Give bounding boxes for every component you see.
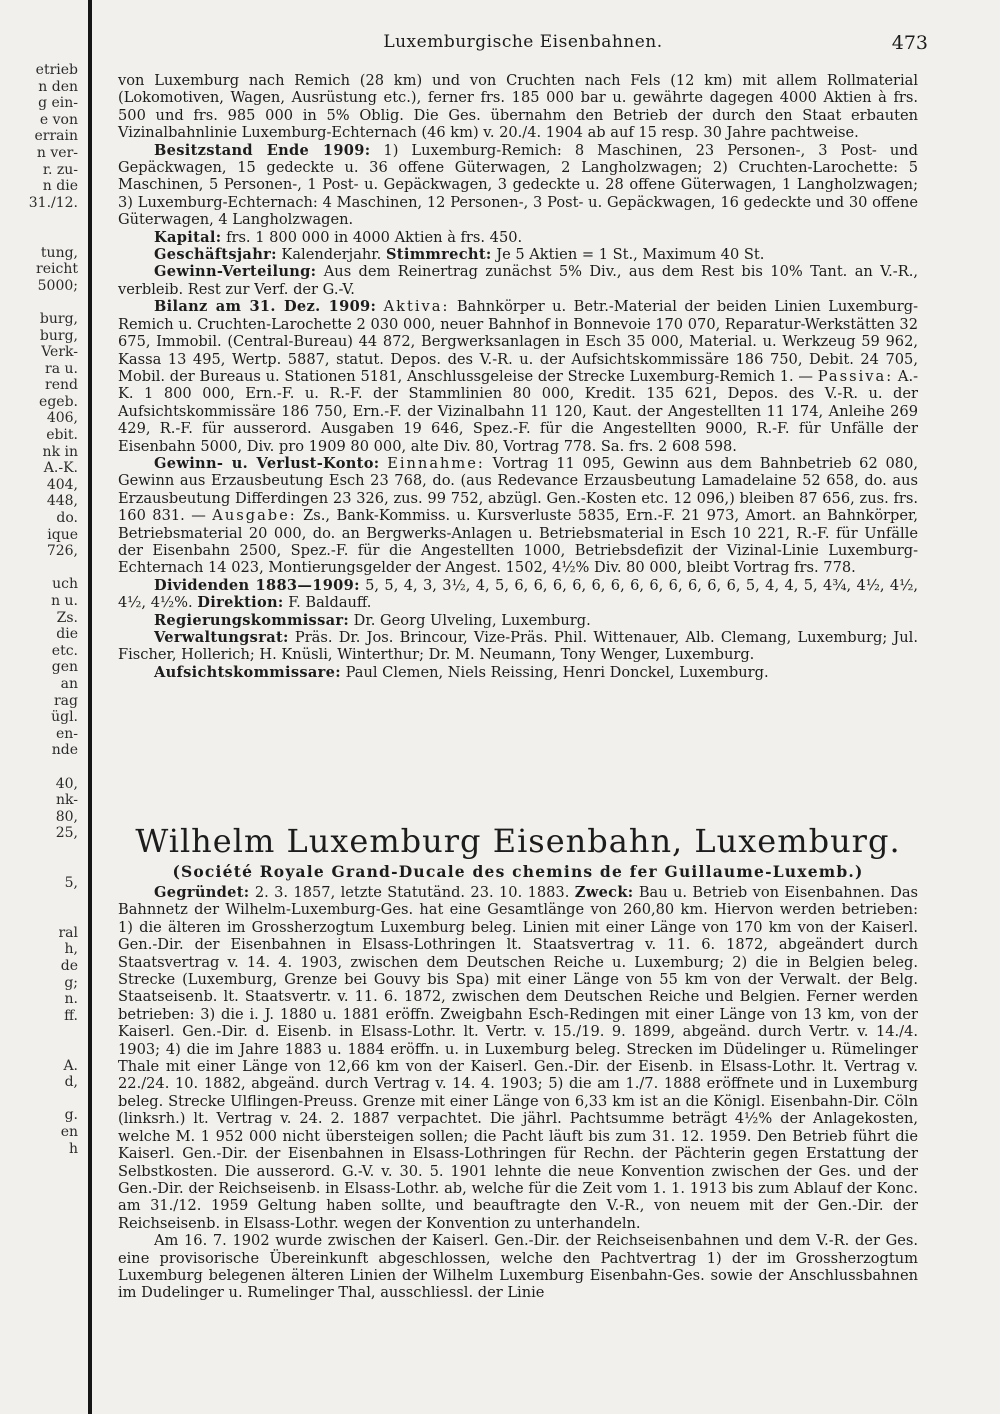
margin-fragment: 448, <box>46 493 78 510</box>
gewinn-verteilung-text: Aus dem Reinertrag zunächst 5% Div., aus dem Rest bis 10% Tant. an V.-R., verbleib. Rest zur Verf. der G.-V. <box>118 263 919 298</box>
gewinn-verlust-label: Gewinn- u. Verlust-Konto: <box>154 454 380 472</box>
margin-fragment <box>0 759 86 776</box>
margin-fragment <box>0 294 86 311</box>
einnahme-word: Einnahme: <box>387 454 485 472</box>
gewinn-verlust-paragraph <box>118 455 918 577</box>
verwaltungsrat-label: Verwaltungsrat: <box>154 629 289 646</box>
margin-fragment: burg, <box>39 327 78 344</box>
margin-fragment <box>0 1091 86 1108</box>
besitzstand-label: Besitzstand Ende 1909: <box>154 141 371 159</box>
margin-fragment: rend <box>45 377 78 394</box>
bilanz-aktiva-text: Bahnkörper u. Betr.-Material der beiden Linien Luxemburg-Remich u. Cruchten-Larochette 2 030 000, neuer Bahnhof in Bonnevoie 170 070, Reparatur-Werkstätten 32 675, Immobil. (Central-Bureau) 44 872, Bergwerksanlagen in Esch 35 000, Material. u. Werkzeug 59 962, Kassa 13 495, Wertp. 5887, statut. Depos. des V.-R. u. der Aufsichtskommissäre 186 750, Debit. 24 705, Mobil. der Bureaus u. Stationen 5181, Anschlussgeleise der Strecke Luxemburg-Remich 1. — <box>118 298 919 385</box>
guv-einnahme-text: Vortrag 11 095, Gewinn aus dem Bahnbetrieb 62 080, Gewinn aus Erzausbeutung Esch 23 768, do. (aus Redevance Erzausbeutung Lamadelaine 52 658, do. aus Erzausbeutung Differdingen 23 326, zus. 99 752, abzügl. Gen.-Kosten etc. 12 096,) bleiben 87 656, zus. frs. 160 831. — <box>118 454 919 525</box>
aufsichtskommissare-paragraph <box>118 664 918 681</box>
bilanz-paragraph <box>118 298 918 455</box>
margin-fragment <box>0 1041 86 1058</box>
guv-ausgabe-text: Zs., Bank-Kommiss. u. Kursverluste 5835, Ern.-F. 21 973, Amort. an Bahnkörper, Betriebsmaterial 20 000, do. an Bergwerks-Anlagen u. Betriebsmaterial in Esch 10 221, R.-F. für Unfälle der Eisenbahn 2500, Spez.-F. für die Angestellten 1000, Betriebsdefizit der Vizinal-Linie Luxemburg-Echternach 14 023, Montierungsgelder der Angest. 1502, 4½% Div. 80 000, bleibt Vortrag frs. 778. <box>118 507 918 577</box>
kapital-text: frs. 1 800 000 in 4000 Aktien à frs. 450. <box>226 228 523 246</box>
margin-fragment <box>0 1024 86 1041</box>
aktiva-word: Aktiva: <box>383 298 450 316</box>
margin-fragment: rag <box>53 692 78 709</box>
margin-fragment: A. <box>63 1057 78 1074</box>
margin-fragment: reicht <box>36 261 78 278</box>
margin-fragment <box>0 211 86 228</box>
margin-fragment: 726, <box>46 543 78 560</box>
margin-fragment <box>0 908 86 925</box>
zweck-text: Bau u. Betrieb von Eisenbahnen. Das Bahnnetz der Wilhelm-Luxemburg-Ges. hat eine Gesamtlänge von 260,80 km. Hiervon werden betrieben: 1) die älteren im Grossherzogtum Luxemburg beleg. Linien mit einer Länge von 170 km von der Kaiserl. Gen.-Dir. der Eisenbahnen in Elsass-Lothringen lt. Staatsvertrag v. 11. 6. 1872, abgeändert durch Staatsvertrag v. 14. 4. 1903, zwischen dem Deutschen Reiche u. Luxemburg; 2) die in Belgien beleg. Strecke (Luxemburg, Grenze bei Gouvy bis Spa) mit einer Länge von 55 km von der Verwalt. der Belg. Staatseisenb. lt. Staatsvertr. v. 11. 6. 1872, zwischen dem Deutschen Reiche und Belgien. Ferner werden betrieben: 3) die i. J. 1880 u. 1881 eröffn. Zweigbahn Esch-Redingen mit einer Länge von 13 km, von der Kaiserl. Gen.-Dir. d. Eisenb. in Elsass-Lothr. lt. Vertr. v. 15./19. 9. 1899, abgeänd. durch Vertr. v. 14./4. 1903; 4) die im Jahre 1883 u. 1884 eröffn. u. in Luxemburg beleg. Strecken im Düdelinger u. Rümelinger Thale mit einer Länge von 12,66 km von der Kaiserl. Gen.-Dir. der Eisenb. in Elsass-Lothr. lt. Vertrag v. 22./24. 10. 1882, abgeänd. durch Vertrag v. 14. 4. 1903; 5) die am 1./7. 1888 eröffnete und in Luxemburg beleg. Strecke Ulflingen-Preuss. Grenze mit einer Länge von 6,33 km ist an die Königl. Eisenbahn-Dir. Cöln (linksrh.) lt. Vertrag v. 24. 2. 1887 verpachtet. Die jährl. Pachtsumme beträgt 4½% der Anlagekosten, welche M. 1 952 000 nicht übersteigen sollen; die Pacht läuft bis zum 31. 12. 1959. Den Betrieb führt die Kaiserl. Gen.-Dir. der Eisenbahnen in Elsass-Lothringen für Rechn. der Pächterin gegen Erstattung der Selbstkosten. Die ausserord. G.-V. v. 30. 5. 1901 lehnte die neue Konvention zwischen der Ges. und der Gen.-Dir. der Reichseisenb. in Elsass-Lothr. ab, welche für die Zeit vom 1. 1. 1913 bis zum Ablauf der Konc. am 31./12. 1959 Geltung haben sollte, und beauftragte den V.-R., von neuem mit der Gen.-Dir. der Reichseisenb. in Elsass-Lothr. wegen der Konvention zu unterhandeln. <box>118 884 919 1232</box>
company-2-title: Wilhelm Luxemburg Eisenbahn, Luxemburg. <box>135 822 901 860</box>
margin-fragment: 80, <box>55 808 78 825</box>
margin-fragment: h, <box>64 941 78 958</box>
company-2-subtitle: (Société Royale Grand-Ducale des chemins de fer Guillaume-Luxemb.) <box>172 862 864 881</box>
margin-fragment: ra u. <box>45 360 78 377</box>
aufsichtskommissare-text: Paul Clemen, Niels Reissing, Henri Donckel, Luxemburg. <box>345 663 769 681</box>
geschaeftsjahr-paragraph <box>118 246 918 263</box>
margin-fragment: nk- <box>56 792 78 809</box>
margin-fragment: h <box>68 1140 78 1157</box>
margin-fragment: Zs. <box>56 609 78 626</box>
gegruendet-paragraph <box>118 884 918 1232</box>
margin-fragment: an <box>60 675 78 692</box>
intro-paragraph: von Luxemburg nach Remich (28 km) und von Cruchten nach Fels (12 km) mit allem Rollmaterial (Lokomotiven, Wagen, Ausrüstung etc.), ferner frs. 185 000 bar u. gewährte dagegen 4000 Aktien à frs. 500 und frs. 985 000 in 5% Oblig. Die Ges. übernahm den Betrieb der durch den Staat erbauten Vizinalbahnlinie Luxemburg-Echternach (46 km) v. 20./4. 1904 ab auf 15 resp. 30 Jahre pachtweise. <box>118 72 918 142</box>
zweck-label: Zweck: <box>574 884 634 901</box>
verwaltungsrat-text: Präs. Dr. Jos. Brincour, Vize-Präs. Phil. Wittenauer, Alb. Clemang, Luxemburg; Jul. Fischer, Hollerich; H. Knüsli, Winterthur; Dr. M. Neumann, Tony Wenger, Luxemburg. <box>118 629 918 664</box>
margin-fragment: 404, <box>46 476 78 493</box>
besitzstand-paragraph <box>118 142 918 229</box>
margin-fragment: d, <box>64 1074 78 1091</box>
margin-fragment: g ein- <box>38 95 78 112</box>
aufsichtskommissare-label: Aufsichtskommissare: <box>154 663 341 681</box>
margin-fragment <box>0 859 86 876</box>
margin-fragment: de <box>60 958 78 975</box>
ausgabe-word: Ausgabe: <box>212 507 297 525</box>
margin-fragment: errain <box>34 128 78 145</box>
bilanz-label: Bilanz am 31. Dez. 1909: <box>154 298 377 316</box>
geschaeftsjahr-label: Geschäftsjahr: <box>154 246 277 264</box>
regierungskommissar-text: Dr. Georg Ulveling, Luxemburg. <box>353 611 591 629</box>
margin-fragment: g. <box>64 1107 78 1124</box>
binding-rule <box>88 0 92 1414</box>
facing-page-margin <box>0 62 86 1157</box>
regierungskommissar-paragraph <box>118 612 918 629</box>
company-1-section <box>118 72 918 792</box>
running-title: Luxemburgische Eisenbahnen. <box>383 32 663 52</box>
margin-fragment: nk in <box>42 443 78 460</box>
margin-fragment: ügl. <box>51 709 78 726</box>
passiva-word: Passiva: <box>817 367 894 385</box>
margin-fragment: Verk- <box>41 344 78 361</box>
margin-fragment: 40, <box>55 775 78 792</box>
margin-fragment: tung, <box>40 244 78 261</box>
margin-fragment: egeb. <box>39 393 78 410</box>
margin-fragment: g; <box>64 974 78 991</box>
dividenden-label: Dividenden 1883—1909: <box>154 576 360 594</box>
margin-fragment <box>0 892 86 909</box>
margin-fragment: ff. <box>64 1007 78 1024</box>
verwaltungsrat-paragraph <box>118 629 918 664</box>
company-2-section <box>118 884 918 1404</box>
margin-fragment: 5000; <box>37 277 78 294</box>
gegruendet-label: Gegründet: <box>154 884 250 901</box>
stimmrecht-label: Stimmrecht: <box>385 246 492 264</box>
margin-fragment: burg, <box>39 310 78 327</box>
margin-fragment: A.-K. <box>43 460 78 477</box>
stimmrecht-text: Je 5 Aktien = 1 St., Maximum 40 St. <box>496 246 765 264</box>
regierungskommissar-label: Regierungskommissar: <box>154 611 350 629</box>
margin-fragment: 406, <box>46 410 78 427</box>
uebereinkunft-paragraph: Am 16. 7. 1902 wurde zwischen der Kaiserl. Gen.-Dir. der Reichseisenbahnen und dem V.-R. der Ges. eine provisorische Übereinkunft abgeschlossen, welche den Pachtvertrag 1) der im Grossherzogtum Luxemburg belegenen älteren Linien der Wilhelm Luxemburg Eisenbahn-Ges. sowie der Anschlussbahnen im Dudelinger u. Rumelinger Thal, ausschliessl. der Linie <box>118 1232 918 1302</box>
margin-fragment: etc. <box>51 642 78 659</box>
margin-fragment: 25, <box>55 825 78 842</box>
gewinn-verteilung-label: Gewinn-Verteilung: <box>154 263 317 281</box>
margin-fragment <box>0 560 86 577</box>
margin-fragment: etrieb <box>35 62 78 78</box>
margin-fragment: n. <box>64 991 78 1008</box>
margin-fragment: nde <box>51 742 78 759</box>
direktion-text: F. Baldauff. <box>288 594 372 612</box>
dividenden-text: 5, 5, 4, 3, 3½, 4, 5, 6, 6, 6, 6, 6, 6, 6, 6, 6, 6, 6, 6, 5, 4, 4, 5, 4¾, 4½, 4½, 4½, 4½%. <box>118 576 918 612</box>
margin-fragment: 5, <box>64 875 78 892</box>
margin-fragment: 31./12. <box>28 194 78 211</box>
margin-fragment: die <box>56 626 78 643</box>
margin-fragment <box>0 228 86 245</box>
margin-fragment: n den <box>38 78 78 95</box>
kapital-paragraph <box>118 229 918 246</box>
gewinn-verteilung-paragraph <box>118 263 918 298</box>
dividenden-paragraph <box>118 577 918 612</box>
margin-fragment: n u. <box>51 593 78 609</box>
besitzstand-text: 1) Luxemburg-Remich: 8 Maschinen, 23 Personen-, 3 Post- und Gepäckwagen, 15 gedeckte u. 36 offene Güterwagen, 2 Langholzwagen; 2) Cruchten-Larochette: 5 Maschinen, 5 Personen-, 1 Post- u. Gepäckwagen, 3 gedeckte u. 28 offene Güterwagen, 1 Langholzwagen; 3) Luxemburg-Echternach: 4 Maschinen, 12 Personen-, 3 Post- u. Gepäckwagen, 16 gedeckte und 30 offene Güterwagen, 4 Langholzwagen. <box>118 141 919 229</box>
margin-fragment <box>0 842 86 859</box>
bilanz-passiva-text: A.-K. 1 800 000, Ern.-F. u. R.-F. der Stammlinien 80 000, Kredit. 135 621, Depos. des V.-R. u. der Aufsichtskommissäre 186 750, Ern.-F. der Vizinalbahn 11 120, Kaut. der Angestellten 11 174, Anleihe 269 429, R.-F. für ausserord. Ausgaben 19 646, Spez.-F. für die Angestellten 9000, R.-F. für Unfälle der Eisenbahn 5000, Div. pro 1909 80 000, alte Div. 80, Vortrag 778. Sa. frs. 2 608 598. <box>118 367 919 455</box>
direktion-label: Direktion: <box>197 594 284 612</box>
margin-fragment: n die <box>42 178 78 195</box>
margin-fragment: n ver- <box>36 144 78 161</box>
margin-fragment: do. <box>56 510 78 527</box>
margin-fragment: en- <box>55 725 78 742</box>
margin-fragment: en <box>60 1124 78 1140</box>
geschaeftsjahr-text: Kalenderjahr. <box>281 246 382 264</box>
margin-fragment: ebit. <box>46 427 78 444</box>
gegruendet-text: 2. 3. 1857, letzte Statutänd. 23. 10. 1883. <box>254 884 570 901</box>
margin-fragment: ique <box>47 526 78 543</box>
margin-fragment: uch <box>52 576 78 593</box>
page-number: 473 <box>891 32 928 54</box>
kapital-label: Kapital: <box>154 228 222 246</box>
page-header <box>118 32 928 54</box>
margin-fragment: e von <box>39 111 78 128</box>
margin-fragment: r. zu- <box>42 161 78 178</box>
margin-fragment: gen <box>51 659 78 676</box>
margin-fragment: ral <box>58 924 78 941</box>
